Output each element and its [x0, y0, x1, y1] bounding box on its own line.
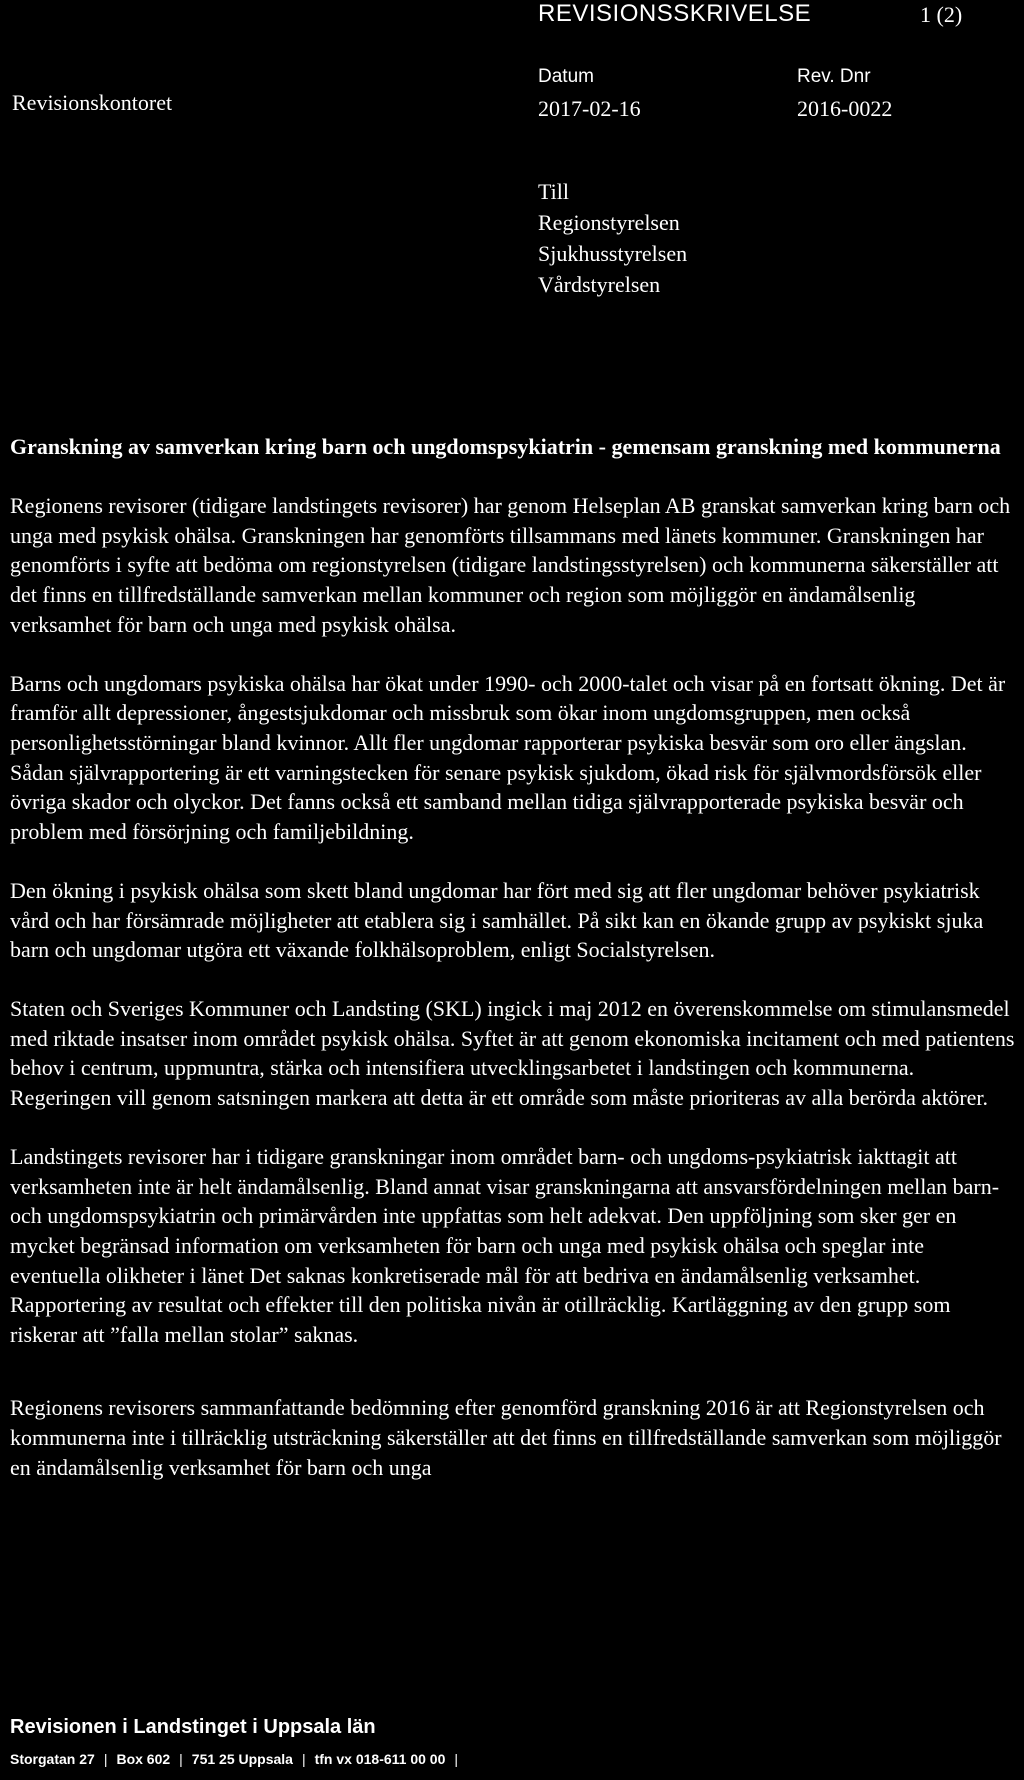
footer-postal: 751 25 Uppsala — [191, 1751, 293, 1767]
document-type-title: REVISIONSSKRIVELSE — [538, 0, 812, 27]
body-paragraph: Den ökning i psykisk ohälsa som skett bland ungdomar har fört med sig att fler ungdomar behöver psykiatrisk vård och har försämrade möjligheter att etablera sig i samhället. På sikt kan en ökande grupp av psykiskt sjuka barn och ungdomar utgöra ett växande folkhälsoproblem, enligt Socialstyrelsen. — [10, 877, 984, 963]
recipient-item: Vårdstyrelsen — [538, 272, 661, 297]
footer-separator: | — [454, 1751, 459, 1767]
footer-organization: Revisionen i Landstinget i Uppsala län — [10, 1716, 376, 1738]
recipient-item: Sjukhusstyrelsen — [538, 241, 688, 266]
date-value: 2017-02-16 — [538, 96, 641, 121]
body-paragraph: Regionens revisorers sammanfattande bedömning efter genomförd granskning 2016 är att Regionstyrelsen och kommunerna inte i tillräcklig utsträckning säkerställer att det finns en tillfredställande samverkan som möjliggör en ändamålsenlig verksamhet för barn och unga — [10, 1395, 1002, 1480]
review-heading: Granskning av samverkan kring barn och ungdomspsykiatrin - gemensam granskning med kommunerna — [10, 434, 1001, 459]
body-paragraph: Staten och Sveriges Kommuner och Landsting (SKL) ingick i maj 2012 en överenskommelse om stimulansmedel med riktade insatser inom området psykisk ohälsa. Syftet är att genom ekonomiska incitament och med patientens behov i centrum, uppmuntra, stärka och intensifiera utvecklingsarbetet i landstingen och kommunerna. Regeringen vill genom satsningen markera att detta är ett område som måste prioriteras av alla berörda aktörer. — [10, 996, 1015, 1111]
letter-body — [10, 432, 1018, 1482]
office-name: Revisionskontoret — [12, 90, 173, 115]
page-number: 1 (2) — [920, 2, 963, 27]
footer-separator: | — [179, 1751, 183, 1767]
body-paragraph: Barns och ungdomars psykiska ohälsa har ökat under 1990- och 2000-talet och visar på en fortsatt ökning. Det är framför allt depressioner, ångestsjukdomar och missbruk som ökar inom ungdomsgruppen, men också personlighetsstörningar bland kvinnor. Allt fler ungdomar rapporterar psykiska besvär som oro eller ängslan. Sådan självrapportering är ett varningstecken för senare psykisk sjukdom, ökad risk för självmordsförsök eller övriga skador och olyckor. Det fanns också ett samband mellan tidiga självrapporterade psykiska besvär och problem med försörjning och familjebildning. — [10, 670, 1006, 844]
footer-box: Box 602 — [116, 1751, 171, 1767]
footer-street: Storgatan 27 — [10, 1751, 95, 1767]
body-paragraph: Landstingets revisorer har i tidigare granskningar inom området barn- och ungdoms-psykiatrisk iakttagit att verksamheten inte är helt ändamålsenlig. Bland annat visar granskningarna att ansvarsfördelningen mellan barn- och ungdomspsykiatrin och primärvården inte uppfattas som helt adekvat. Den uppföljning som sker ger en mycket begränsad information om verksamheten för barn och unga med psykisk ohälsa och speglar inte eventuella olikheter i länet Det saknas konkretiserade mål för att bedriva en ändamålsenlig verksamhet. Rapportering av resultat och effekter till den politiska nivån är otillräcklig. Kartläggning av den grupp som riskerar att ”falla mellan stolar” saknas. — [10, 1144, 1000, 1347]
footer-separator: | — [103, 1751, 108, 1767]
date-label: Datum — [538, 66, 594, 87]
dnr-value: 2016-0022 — [797, 96, 893, 121]
body-paragraph: Regionens revisorer (tidigare landstingets revisorer) har genom Helseplan AB granskat samverkan kring barn och unga med psykisk ohälsa. Granskningen har genomförts tillsammans med länets kommuner. Granskningen har genomförts i syfte att bedöma om regionstyrelsen (tidigare landstingsstyrelsen) och kommunerna säkerställer att det finns en tillfredställande samverkan mellan kommuner och region som möjliggör en ändamålsenlig verksamhet för barn och unga med psykisk ohälsa. — [10, 493, 1011, 637]
footer-contact-line — [10, 1751, 467, 1767]
footer-phone: tfn vx 018-611 00 00 — [314, 1751, 446, 1767]
recipients-block — [538, 176, 687, 300]
footer-separator: | — [301, 1751, 306, 1767]
recipients-till-label: Till — [538, 179, 570, 204]
dnr-label: Rev. Dnr — [797, 66, 871, 87]
recipient-item: Regionstyrelsen — [538, 210, 680, 235]
